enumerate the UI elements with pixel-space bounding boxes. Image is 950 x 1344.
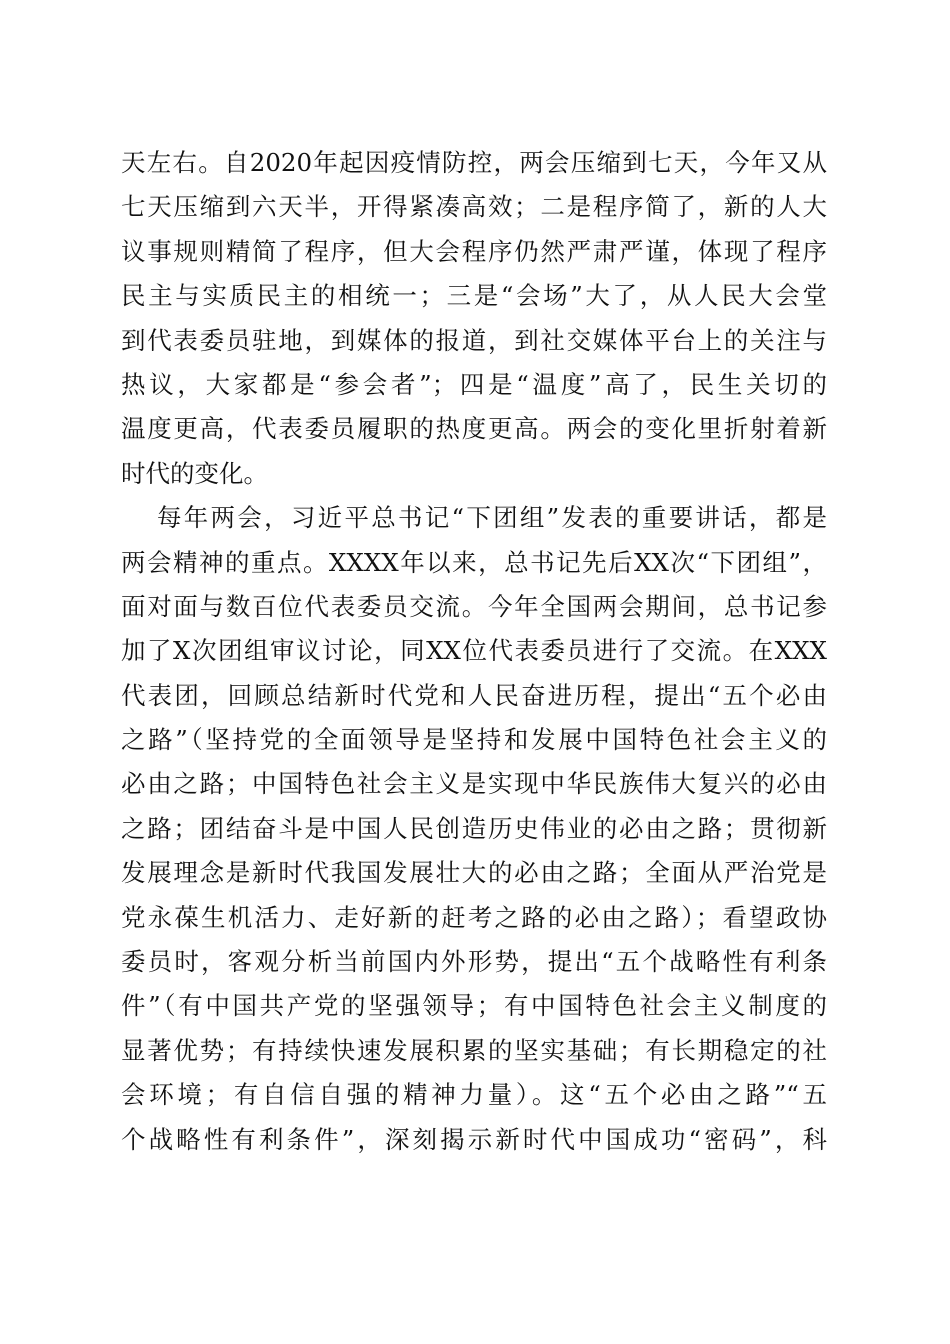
text-line: 时代的变化。 (121, 458, 268, 488)
text-line: 加了X次团组审议讨论，同XX位代表委员进行了交流。在XXX (121, 636, 827, 666)
text-line: 显著优势；有持续快速发展积累的坚实基础；有长期稳定的社 (121, 1035, 827, 1065)
text-line: 发展理念是新时代我国发展壮大的必由之路；全面从严治党是 (121, 858, 827, 888)
text-line: 七天压缩到六天半，开得紧凑高效；二是程序简了，新的人大 (121, 192, 827, 222)
text-line: 之路；团结奋斗是中国人民创造历史伟业的必由之路；贯彻新 (121, 813, 827, 843)
text-line: 温度更高，代表委员履职的热度更高。两会的变化里折射着新 (121, 414, 827, 444)
text-line: 到代表委员驻地，到媒体的报道，到社交媒体平台上的关注与 (121, 325, 827, 355)
text-line: 件”（有中国共产党的坚强领导；有中国特色社会主义制度的 (121, 991, 827, 1021)
text-line: 之路”（坚持党的全面领导是坚持和发展中国特色社会主义的 (121, 725, 827, 755)
text-line: 每年两会，习近平总书记“下团组”发表的重要讲话，都是 (157, 503, 827, 533)
text-line: 两会精神的重点。XXXX年以来，总书记先后XX次“下团组”， (121, 547, 827, 577)
text-line: 天左右。自2020年起因疫情防控，两会压缩到七天，今年又从 (121, 148, 827, 177)
text-line: 民主与实质民主的相统一；三是“会场”大了，从人民大会堂 (121, 281, 827, 311)
text-line: 议事规则精简了程序，但大会程序仍然严肃严谨，体现了程序 (121, 236, 827, 266)
text-line: 必由之路；中国特色社会主义是实现中华民族伟大复兴的必由 (121, 769, 827, 799)
text-line: 党永葆生机活力、走好新的赶考之路的必由之路）；看望政协 (121, 902, 827, 932)
text-line: 会环境；有自信自强的精神力量）。这“五个必由之路”“五 (121, 1080, 827, 1110)
text-line: 面对面与数百位代表委员交流。今年全国两会期间，总书记参 (121, 591, 827, 621)
text-line: 个战略性有利条件”，深刻揭示新时代中国成功“密码”，科 (121, 1124, 827, 1154)
body-text (121, 141, 827, 1162)
text-line: 代表团，回顾总结新时代党和人民奋进历程，提出“五个必由 (121, 680, 827, 710)
text-line: 热议，大家都是“参会者”；四是“温度”高了，民生关切的 (121, 369, 827, 399)
text-line: 委员时，客观分析当前国内外形势，提出“五个战略性有利条 (121, 947, 827, 977)
